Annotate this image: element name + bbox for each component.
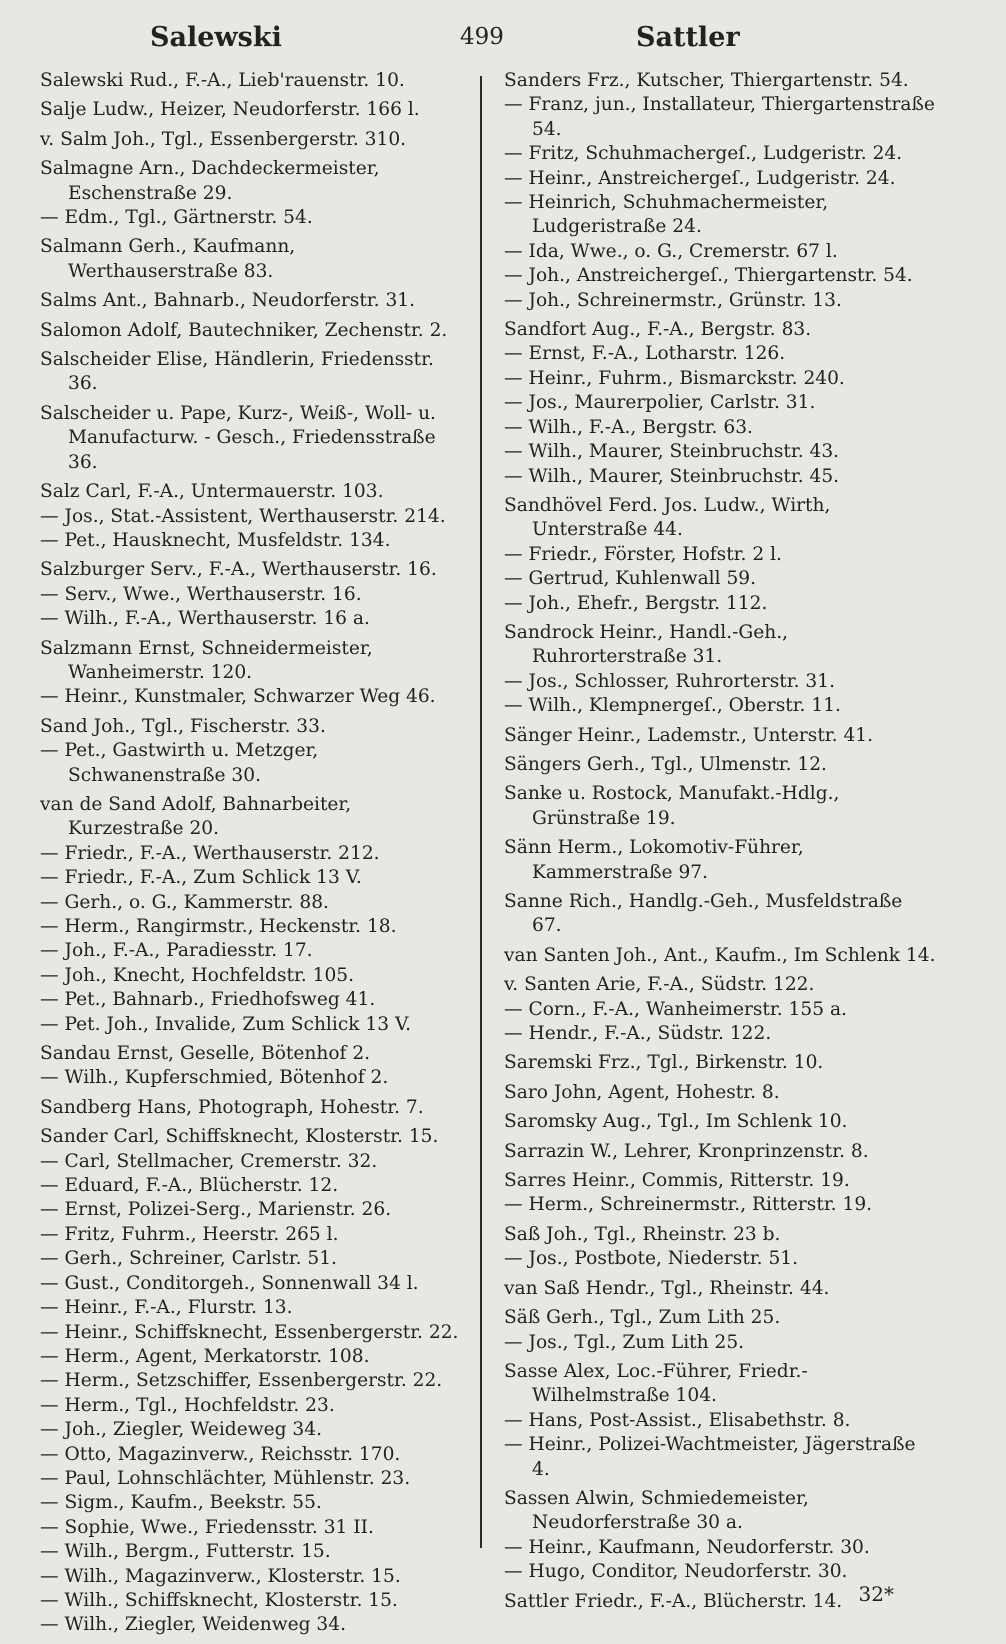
directory-entry: — Otto, Magazinverw., Reichsstr. 170. — [40, 1443, 401, 1465]
directory-entry: — Pet., Gastwirth u. Metzger, Schwanenstraße 30. — [40, 740, 319, 786]
directory-entry: — Fritz, Fuhrm., Heerstr. 265 l. — [40, 1223, 339, 1245]
directory-entry: — Heinr., Kunstmaler, Schwarzer Weg 46. — [40, 686, 436, 708]
directory-entry: — Wilh., Bergm., Futterstr. 15. — [40, 1541, 331, 1563]
directory-entry: — Pet. Joh., Invalide, Zum Schlick 13 V. — [40, 1013, 412, 1035]
directory-entry: — Corn., F.-A., Wanheimerstr. 155 a. — [504, 998, 847, 1020]
directory-entry: — Wilh., Magazinverw., Klosterstr. 15. — [40, 1565, 401, 1587]
directory-entry: Sassen Alwin, Schmiedemeister, Neudorferstraße 30 a. — [504, 1487, 809, 1534]
directory-entry: Sander Carl, Schiffsknecht, Klosterstr. 15. — [40, 1126, 439, 1148]
directory-entry: Sandau Ernst, Geselle, Bötenhof 2. — [40, 1043, 371, 1065]
directory-entry: — Gerh., Schreiner, Carlstr. 51. — [40, 1248, 337, 1270]
directory-entry: — Wilh., Maurer, Steinbruchstr. 45. — [504, 465, 840, 487]
directory-entry: — Heinr., F.-A., Flurstr. 13. — [40, 1297, 293, 1319]
directory-entry: — Herm., Schreinermstr., Ritterstr. 19. — [504, 1194, 873, 1216]
directory-entry: Sandfort Aug., F.-A., Bergstr. 83. — [504, 319, 812, 341]
header-left-catchword: Salewski — [150, 22, 282, 53]
directory-entry: Sasse Alex, Loc.-Führer, Friedr.-Wilhelmstraße 104. — [504, 1360, 808, 1407]
directory-entry: Saremski Frz., Tgl., Birkenstr. 10. — [504, 1052, 824, 1074]
header-right-catchword: Sattler — [636, 22, 740, 53]
directory-entry: Salewski Rud., F.-A., Lieb'rauenstr. 10. — [40, 70, 405, 91]
directory-entry: — Heinr., Fuhrm., Bismarckstr. 240. — [504, 367, 845, 389]
directory-entry: Saß Joh., Tgl., Rheinstr. 23 b. — [504, 1223, 781, 1245]
directory-entry: Sarrazin W., Lehrer, Kronprinzenstr. 8. — [504, 1140, 869, 1162]
directory-entry: — Edm., Tgl., Gärtnerstr. 54. — [40, 207, 313, 229]
directory-entry: — Joh., Knecht, Hochfeldstr. 105. — [40, 964, 355, 986]
directory-entry: — Paul, Lohnschlächter, Mühlenstr. 23. — [40, 1467, 411, 1489]
page-header — [0, 12, 1006, 58]
directory-entry: — Wilh., F.-A., Werthauserstr. 16 a. — [40, 608, 370, 630]
directory-entry: — Jos., Schlosser, Ruhrorterstr. 31. — [504, 670, 835, 692]
directory-entry: Salomon Adolf, Bautechniker, Zechenstr. 2. — [40, 319, 448, 341]
footer-signature: 32* — [858, 1582, 894, 1606]
directory-entry: — Joh., Schreinermstr., Grünstr. 13. — [504, 289, 842, 311]
directory-entry: — Friedr., Förster, Hofstr. 2 l. — [504, 543, 782, 565]
directory-entry: — Herm., Rangirmstr., Heckenstr. 18. — [40, 916, 397, 937]
directory-entry: — Joh., Ziegler, Weideweg 34. — [40, 1419, 323, 1441]
directory-entry: — Franz, jun., Installateur, Thiergartenstraße 54. — [504, 94, 935, 140]
directory-entry: — Hendr., F.-A., Südstr. 122. — [504, 1023, 772, 1045]
directory-entry: — Serv., Wwe., Werthauserstr. 16. — [40, 583, 362, 605]
directory-entry: Salmann Gerh., Kaufmann, Werthauserstraße 83. — [40, 236, 296, 282]
directory-entry: — Pet., Bahnarb., Friedhofsweg 41. — [40, 989, 376, 1011]
directory-entry: Salscheider Elise, Händlerin, Friedensstr. 36. — [40, 349, 434, 395]
directory-entry: — Joh., Ehefr., Bergstr. 112. — [504, 592, 768, 614]
directory-entry: — Heinr., Polizei-Wachtmeister, Jägerstraße 4. — [504, 1434, 916, 1480]
directory-entry: Sanders Frz., Kutscher, Thiergartenstr. 54. — [504, 70, 909, 91]
directory-entry: — Heinrich, Schuhmachermeister, Ludgeristraße 24. — [504, 192, 829, 238]
directory-entry: — Wilh., Klempnergeſ., Oberstr. 11. — [504, 695, 841, 717]
directory-entry: — Friedr., F.-A., Werthauserstr. 212. — [40, 842, 380, 864]
directory-entry: — Jos., Maurerpolier, Carlstr. 31. — [504, 392, 816, 414]
directory-entry: Sandhövel Ferd. Jos. Ludw., Wirth, Unterstraße 44. — [504, 494, 831, 541]
directory-entry: — Herm., Agent, Merkatorstr. 108. — [40, 1345, 370, 1367]
directory-entry: — Jos., Postbote, Niederstr. 51. — [504, 1248, 799, 1270]
directory-entry: Salzburger Serv., F.-A., Werthauserstr. 16. — [40, 559, 437, 581]
directory-entry: — Jos., Tgl., Zum Lith 25. — [504, 1331, 745, 1353]
directory-entry: v. Santen Arie, F.-A., Südstr. 122. — [504, 974, 815, 996]
directory-entry: van de Sand Adolf, Bahnarbeiter, Kurzestraße 20. — [40, 793, 352, 840]
directory-entry: — Eduard, F.-A., Blücherstr. 12. — [40, 1175, 339, 1197]
directory-entry: — Joh., Anstreichergeſ., Thiergartenstr. 54. — [504, 265, 913, 287]
directory-entry: Sandrock Heinr., Handl.-Geh., Ruhrorterstraße 31. — [504, 621, 789, 668]
directory-entry: Sandberg Hans, Photograph, Hohestr. 7. — [40, 1096, 424, 1118]
directory-entry: — Jos., Stat.-Assistent, Werthauserstr. 214. — [40, 505, 446, 527]
directory-entry: — Sophie, Wwe., Friedensstr. 31 II. — [40, 1516, 374, 1538]
directory-entry: van Saß Hendr., Tgl., Rheinstr. 44. — [504, 1277, 830, 1299]
directory-entry: — Wilh., Ziegler, Weidenweg 34. — [40, 1614, 347, 1636]
directory-entry: — Friedr., F.-A., Zum Schlick 13 V. — [40, 867, 362, 889]
directory-entry: — Hans, Post-Assist., Elisabethstr. 8. — [504, 1409, 851, 1431]
directory-entry: — Herm., Tgl., Hochfeldstr. 23. — [40, 1394, 335, 1416]
directory-entry: Salms Ant., Bahnarb., Neudorferstr. 31. — [40, 290, 416, 312]
directory-entry: — Wilh., Schiffsknecht, Klosterstr. 15. — [40, 1589, 398, 1611]
column-divider — [480, 76, 482, 1548]
directory-entry: — Pet., Hausknecht, Musfeldstr. 134. — [40, 529, 391, 551]
directory-entry: Salz Carl, F.-A., Untermauerstr. 103. — [40, 481, 384, 503]
directory-entry: Sarres Heinr., Commis, Ritterstr. 19. — [504, 1170, 850, 1192]
directory-entry: Sand Joh., Tgl., Fischerstr. 33. — [40, 715, 326, 737]
directory-entry: Sanne Rich., Handlg.-Geh., Musfeldstraße 67. — [504, 891, 903, 937]
directory-entry: — Hugo, Conditor, Neudorferstr. 30. — [504, 1561, 848, 1583]
directory-entry: — Heinr., Schiffsknecht, Essenbergerstr. 22. — [40, 1321, 459, 1343]
directory-entry: Salzmann Ernst, Schneidermeister, Wanheimerstr. 120. — [40, 637, 373, 683]
directory-entry: — Ida, Wwe., o. G., Cremerstr. 67 l. — [504, 240, 838, 262]
right-column — [504, 69, 936, 1614]
directory-entry: — Heinr., Anstreichergeſ., Ludgeristr. 24. — [504, 167, 896, 189]
directory-entry: — Herm., Setzschiffer, Essenbergerstr. 22. — [40, 1370, 443, 1392]
directory-entry: Salscheider u. Pape, Kurz-, Weiß-, Woll- u. Manufacturw. - Gesch., Friedensstraße 36. — [40, 402, 436, 473]
directory-entry: Salje Ludw., Heizer, Neudorferstr. 166 l. — [40, 99, 420, 121]
directory-entry: — Heinr., Kaufmann, Neudorferstr. 30. — [504, 1536, 870, 1558]
directory-entry: Sanke u. Rostock, Manufakt.-Hdlg., Grünstraße 19. — [504, 783, 840, 829]
directory-entry: Sattler Friedr., F.-A., Blücherstr. 14. — [504, 1590, 843, 1612]
directory-entry: — Gust., Conditorgeh., Sonnenwall 34 l. — [40, 1272, 419, 1294]
directory-entry: — Wilh., Maurer, Steinbruchstr. 43. — [504, 441, 840, 463]
directory-entry: Salmagne Arn., Dachdeckermeister, Eschenstraße 29. — [40, 158, 380, 204]
directory-entry: — Ernst, Polizei-Serg., Marienstr. 26. — [40, 1199, 392, 1221]
directory-entry: Saro John, Agent, Hohestr. 8. — [504, 1081, 780, 1103]
directory-entry: Sängers Gerh., Tgl., Ulmenstr. 12. — [504, 753, 827, 775]
directory-entry: — Fritz, Schuhmachergeſ., Ludgeristr. 24. — [504, 143, 903, 165]
left-column — [40, 69, 468, 1638]
page-number: 499 — [460, 24, 504, 50]
directory-entry: — Wilh., F.-A., Bergstr. 63. — [504, 416, 753, 438]
directory-entry: v. Salm Joh., Tgl., Essenbergerstr. 310. — [40, 128, 407, 150]
directory-entry: — Carl, Stellmacher, Cremerstr. 32. — [40, 1150, 378, 1172]
directory-entry: — Ernst, F.-A., Lotharstr. 126. — [504, 343, 786, 365]
directory-entry: — Joh., F.-A., Paradiesstr. 17. — [40, 940, 313, 962]
directory-entry: Säß Gerh., Tgl., Zum Lith 25. — [504, 1307, 781, 1329]
directory-entry: — Sigm., Kaufm., Beekstr. 55. — [40, 1492, 322, 1514]
directory-entry: Saromsky Aug., Tgl., Im Schlenk 10. — [504, 1111, 848, 1133]
directory-entry: — Gerh., o. G., Kammerstr. 88. — [40, 891, 329, 913]
directory-entry: Sänger Heinr., Lademstr., Unterstr. 41. — [504, 724, 874, 746]
directory-entry: Sänn Herm., Lokomotiv-Führer, Kammerstraße 97. — [504, 837, 804, 883]
directory-entry: van Santen Joh., Ant., Kaufm., Im Schlenk 14. — [504, 944, 936, 966]
directory-entry: — Wilh., Kupferschmied, Bötenhof 2. — [40, 1067, 389, 1089]
directory-entry: — Gertrud, Kuhlenwall 59. — [504, 568, 757, 590]
